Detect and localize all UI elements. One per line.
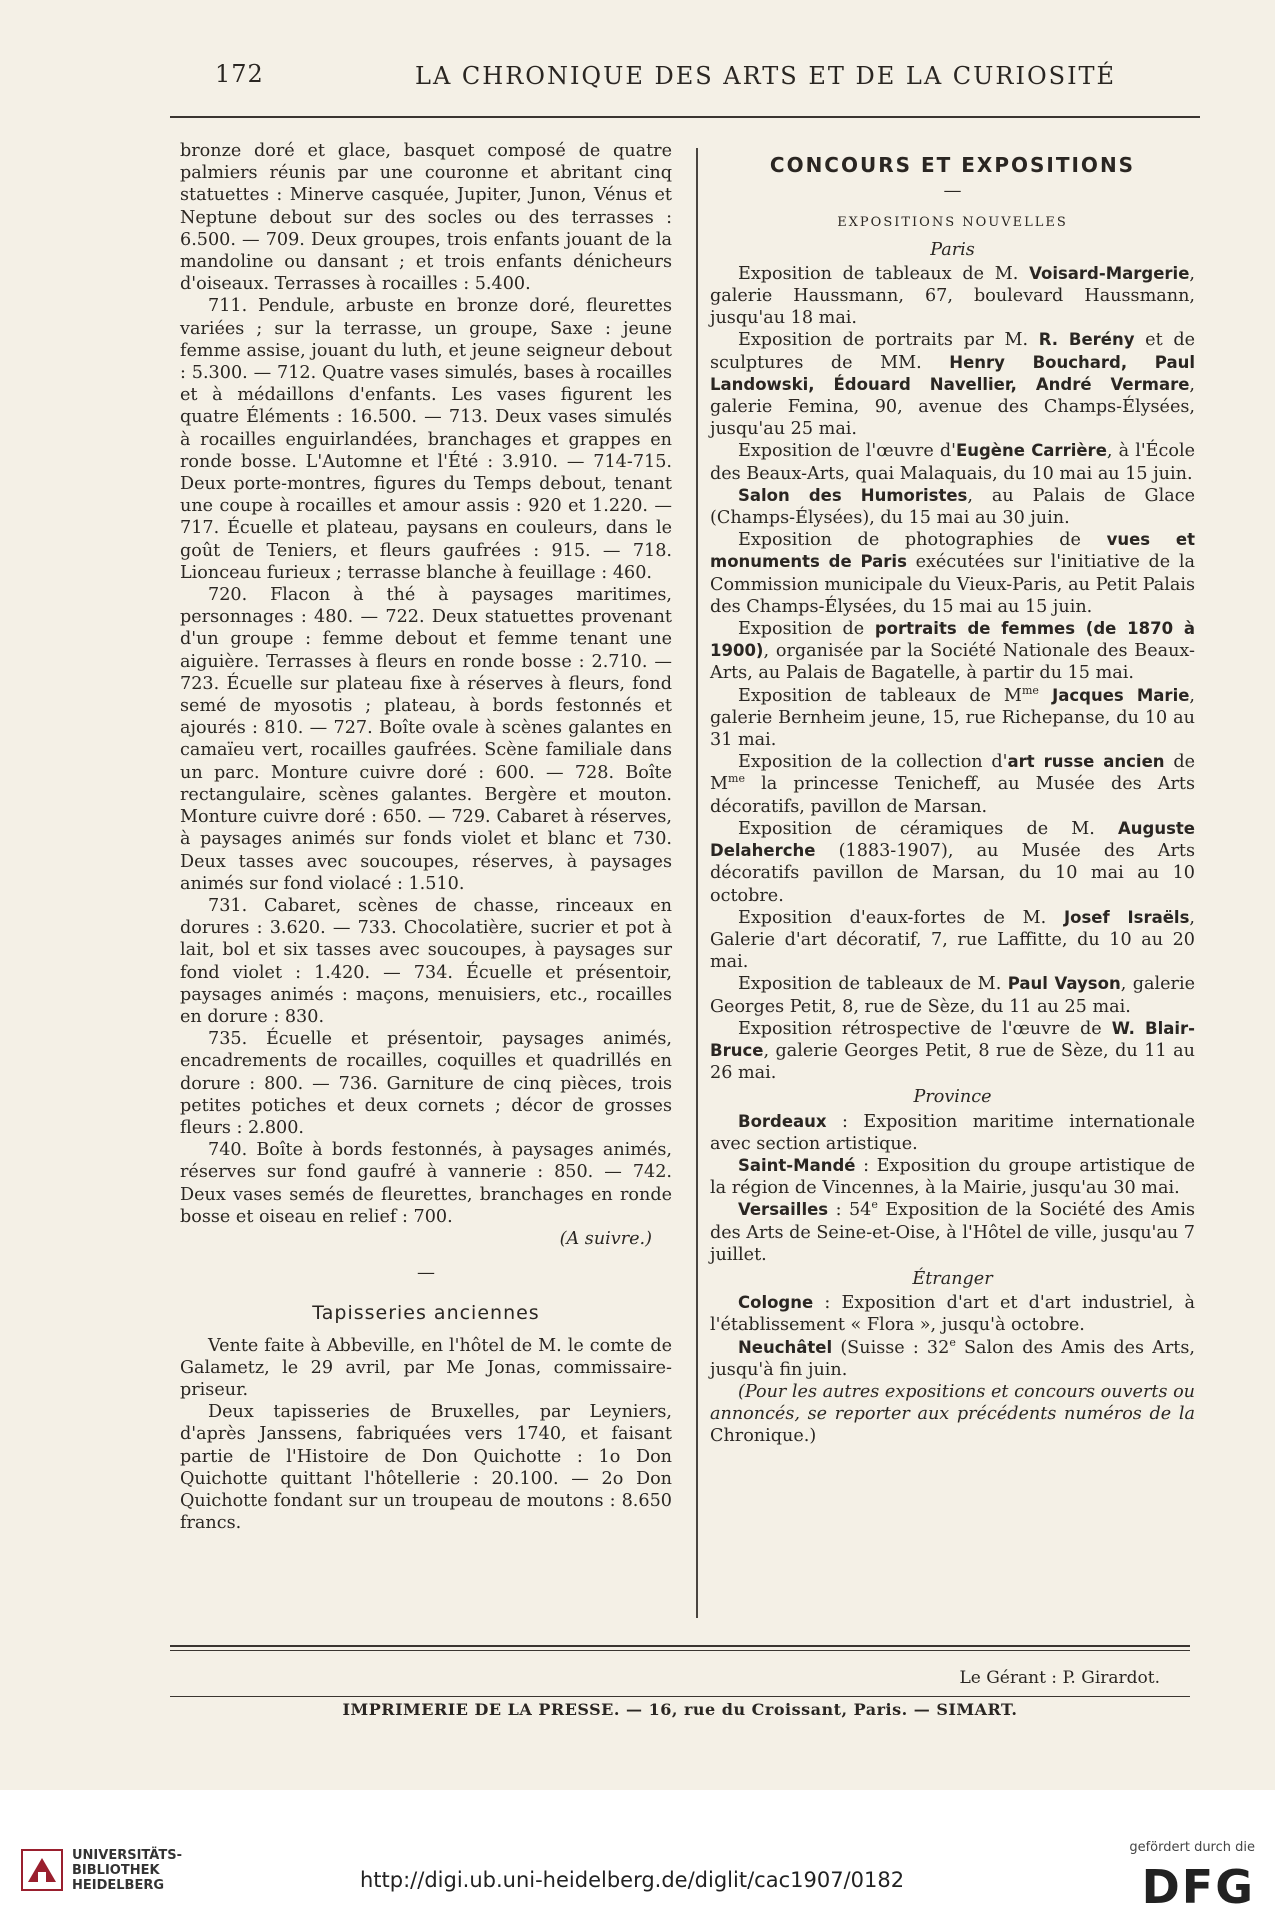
exhibition-entry: Exposition de portraits par M. R. Berény et de sculptures de MM. Henry Bouchard, Paul Landowski, Édouard Navellier, André Vermare, galerie Femina, 90, avenue des Champs-Élysées, jusqu'au 25 mai.: [710, 330, 1196, 440]
exhibition-entry: Saint-Mandé : Exposition du groupe artistique de la région de Vincennes, à la Mairie, jusqu'au 30 mai.: [710, 1155, 1195, 1199]
exhibition-entry: Exposition de tableaux de M. Voisard-Margerie, galerie Haussmann, 67, boulevard Haussmann, jusqu'au 18 mai.: [710, 263, 1195, 329]
section-heading-tapisseries: Tapisseries anciennes: [312, 1302, 540, 1325]
footer-rule: [170, 1696, 1190, 1697]
exhibition-entry: Cologne : Exposition d'art et d'art industriel, à l'établissement « Flora », jusqu'à octobre.: [710, 1293, 1195, 1336]
permalink-url[interactable]: http://digi.ub.uni-heidelberg.de/diglit/cac1907/0182: [360, 1868, 905, 1892]
paragraph: 740. Boîte à bords festonnés, à paysages animés, réserves sur fond gaufré à vannerie : 850. — 742. Deux vases semés de fleurettes, branchages en ronde bosse et oiseau en relief : 700.: [180, 1140, 672, 1227]
exhibition-entry: Exposition de l'œuvre d'Eugène Carrière, à l'École des Beaux-Arts, quai Malaquais, du 10 mai au 15 juin.: [710, 441, 1195, 484]
exhibition-entry: Neuchâtel (Suisse : 32e Salon des Amis des Arts, jusqu'à fin juin.: [710, 1335, 1195, 1380]
running-head: [200, 60, 1200, 100]
left-column: [180, 140, 672, 1534]
region-heading-province: Province: [913, 1087, 992, 1108]
section-dash: —: [943, 180, 962, 202]
footer-rule: [170, 1645, 1190, 1647]
exhibition-entry: Exposition de tableaux de M. Paul Vayson, galerie Georges Petit, 8, rue de Sèze, du 11 au 25 mai.: [710, 974, 1195, 1017]
exhibition-entry: Exposition d'eaux-fortes de M. Josef Israëls, Galerie d'art décoratif, 7, rue Laffitte, du 10 au 20 mai.: [710, 907, 1195, 973]
university-seal-icon: [20, 1848, 64, 1892]
right-column: [710, 140, 1195, 1448]
footer-rule: [170, 1650, 1190, 1651]
gerant-signature-line: Le Gérant : P. Girardot.: [959, 1668, 1160, 1688]
header-rule: [170, 116, 1200, 118]
exhibition-entry: Exposition de céramiques de M. Auguste Delaherche (1883-1907), au Musée des Arts décoratifs pavillon de Marsan, du 10 mai au 10 octobre.: [710, 818, 1195, 906]
page-number: 172: [215, 60, 264, 88]
section-dash: —: [417, 1262, 435, 1284]
exhibition-entry: Bordeaux : Exposition maritime internationale avec section artistique.: [710, 1111, 1195, 1154]
closing-note: (Pour les autres expositions et concours ouverts ou annoncés, se reporter aux précédents numéros de la Chronique.): [710, 1381, 1195, 1447]
region-heading-etranger: Étranger: [912, 1268, 993, 1289]
paragraph: bronze doré et glace, basquet composé de quatre palmiers réunis par une couronne et abritant cinq statuettes : Minerve casquée, Jupiter, Junon, Vénus et Neptune debout sur des socles ou des terrasses : 6.500. — 709. Deux groupes, trois enfants jouant de la mandoline ou dansant ; et trois enfants dénicheurs d'oiseaux. Terrasses à rocailles : 5.400.: [180, 141, 672, 295]
region-heading-paris: Paris: [930, 239, 975, 260]
paragraph: 735. Écuelle et présentoir, paysages animés, encadrements de rocailles, coquilles et quadrillés en dorure : 800. — 736. Garniture de cinq pièces, trois petites potiches et deux cornets ; décor de grosses fleurs : 2.800.: [180, 1029, 672, 1138]
section-heading-concours: CONCOURS ET EXPOSITIONS: [769, 153, 1136, 177]
journal-title: LA CHRONIQUE DES ARTS ET DE LA CURIOSITÉ: [415, 62, 1117, 90]
funded-by-label: gefördert durch die: [1129, 1840, 1255, 1855]
paragraph: 720. Flacon à thé à paysages maritimes, personnages : 480. — 722. Deux statuettes provenant d'un groupe : femme debout et femme tenant une aiguière. Terrasses à fleurs en ronde bosse : 2.710. — 723. Écuelle sur plateau fixe à réserves à fleurs, fond semé de myosotis ; plateau, à bords festonnés et ajourés : 810. — 727. Boîte ovale à scènes galantes en camaïeu vert, rocailles gaufrées. Scène familiale dans un parc. Monture cuivre doré : 600. — 728. Boîte rectangulaire, scènes galantes. Bergère et mouton. Monture cuivre doré : 650. — 729. Cabaret à réserves, à paysages animés sur fonds violet et blanc et 730. Deux tasses avec soucoupes, réserves, à paysages animés sur fond violacé : 1.510.: [180, 585, 672, 894]
exhibition-entry: Exposition de tableaux de $M^{me}$ Jacques Marie, galerie Bernheim jeune, 15, rue Richepanse, du 10 au 31 mai.: [710, 683, 1196, 751]
paragraph: 731. Cabaret, scènes de chasse, rinceaux en dorures : 3.620. — 733. Chocolatière, sucrier et pot à lait, bol et six tasses avec soucoupes, à paysages sur fond violet : 1.420. — 734. Écuelle et présentoir, paysages animés : maçons, menuisiers, etc., rocailles en dorure : 830.: [180, 895, 672, 1027]
paragraph: Deux tapisseries de Bruxelles, par Leyniers, d'après Janssens, fabriquées vers 1740, et faisant partie de l'Histoire de Don Quichotte : 1o Don Quichotte quittant l'hôtellerie : 20.100. — 2o Don Quichotte fondant sur un troupeau de moutons : 8.650 francs.: [180, 1402, 672, 1534]
paragraph: 711. Pendule, arbuste en bronze doré, fleurettes variées ; sur la terrasse, un groupe, Saxe : jeune femme assise, jouant du luth, et jeune seigneur debout : 5.300. — 712. Quatre vases simulés, bases à rocailles et à médaillons d'enfants. Les vases figurent les quatre Éléments : 16.500. — 713. Deux vases simulés à rocailles enguirlandées, branchages et grappes en ronde bosse. L'Automne et l'Été : 3.910. — 714-715. Deux porte-montres, figures du Temps debout, tenant une coupe à rocailles et amour assis : 920 et 1.220. — 717. Écuelle et plateau, paysans en couleurs, dans le goût de Teniers, et fleurs gaufrées : 915. — 718. Lionceau furieux ; terrasse blanche à feuillage : 460.: [180, 296, 672, 583]
exhibition-entry: Salon des Humoristes, au Palais de Glace (Champs-Élysées), du 15 mai au 30 juin.: [710, 485, 1195, 529]
printer-imprint: IMPRIMERIE DE LA PRESSE. — 16, rue du Croissant, Paris. — SIMART.: [342, 1700, 1018, 1719]
institution-name: UNIVERSITÄTS- BIBLIOTHEK HEIDELBERG: [72, 1848, 182, 1893]
exhibition-entry: Exposition de photographies de vues et monuments de Paris exécutées sur l'initiative de la Commission municipale du Vieux-Paris, au Petit Palais des Champs-Élysées, du 15 mai au 15 juin.: [710, 530, 1195, 617]
exhibition-entry: Exposition de portraits de femmes (de 1870 à 1900), organisée par la Société Nationale des Beaux-Arts, au Palais de Bagatelle, à partir du 15 mai.: [710, 619, 1195, 684]
dfg-logo: DFG: [1141, 1860, 1255, 1914]
exhibition-entry: Exposition rétrospective de l'œuvre de W. Blair-Bruce, galerie Georges Petit, 8 rue de Sèze, du 11 au 26 mai.: [710, 1018, 1196, 1084]
exhibition-entry: Exposition de la collection d'art russe ancien de $M^{me}$ la princesse Tenicheff, au Musée des Arts décoratifs, pavillon de Marsan.: [710, 752, 1195, 817]
subheading-expositions-nouvelles: EXPOSITIONS NOUVELLES: [837, 215, 1068, 231]
paragraph: Vente faite à Abbeville, en l'hôtel de M. le comte de Galametz, le 29 avril, par Me Jonas, commissaire-priseur.: [180, 1335, 672, 1400]
digitization-footer: [0, 1790, 1275, 1929]
a-suivre-note: (A suivre.): [559, 1228, 652, 1249]
column-divider: [696, 148, 698, 1618]
exhibition-entry: Versailles : 54e Exposition de la Société des Amis des Arts de Seine-et-Oise, à l'Hôtel de ville, jusqu'au 7 juillet.: [710, 1198, 1195, 1265]
